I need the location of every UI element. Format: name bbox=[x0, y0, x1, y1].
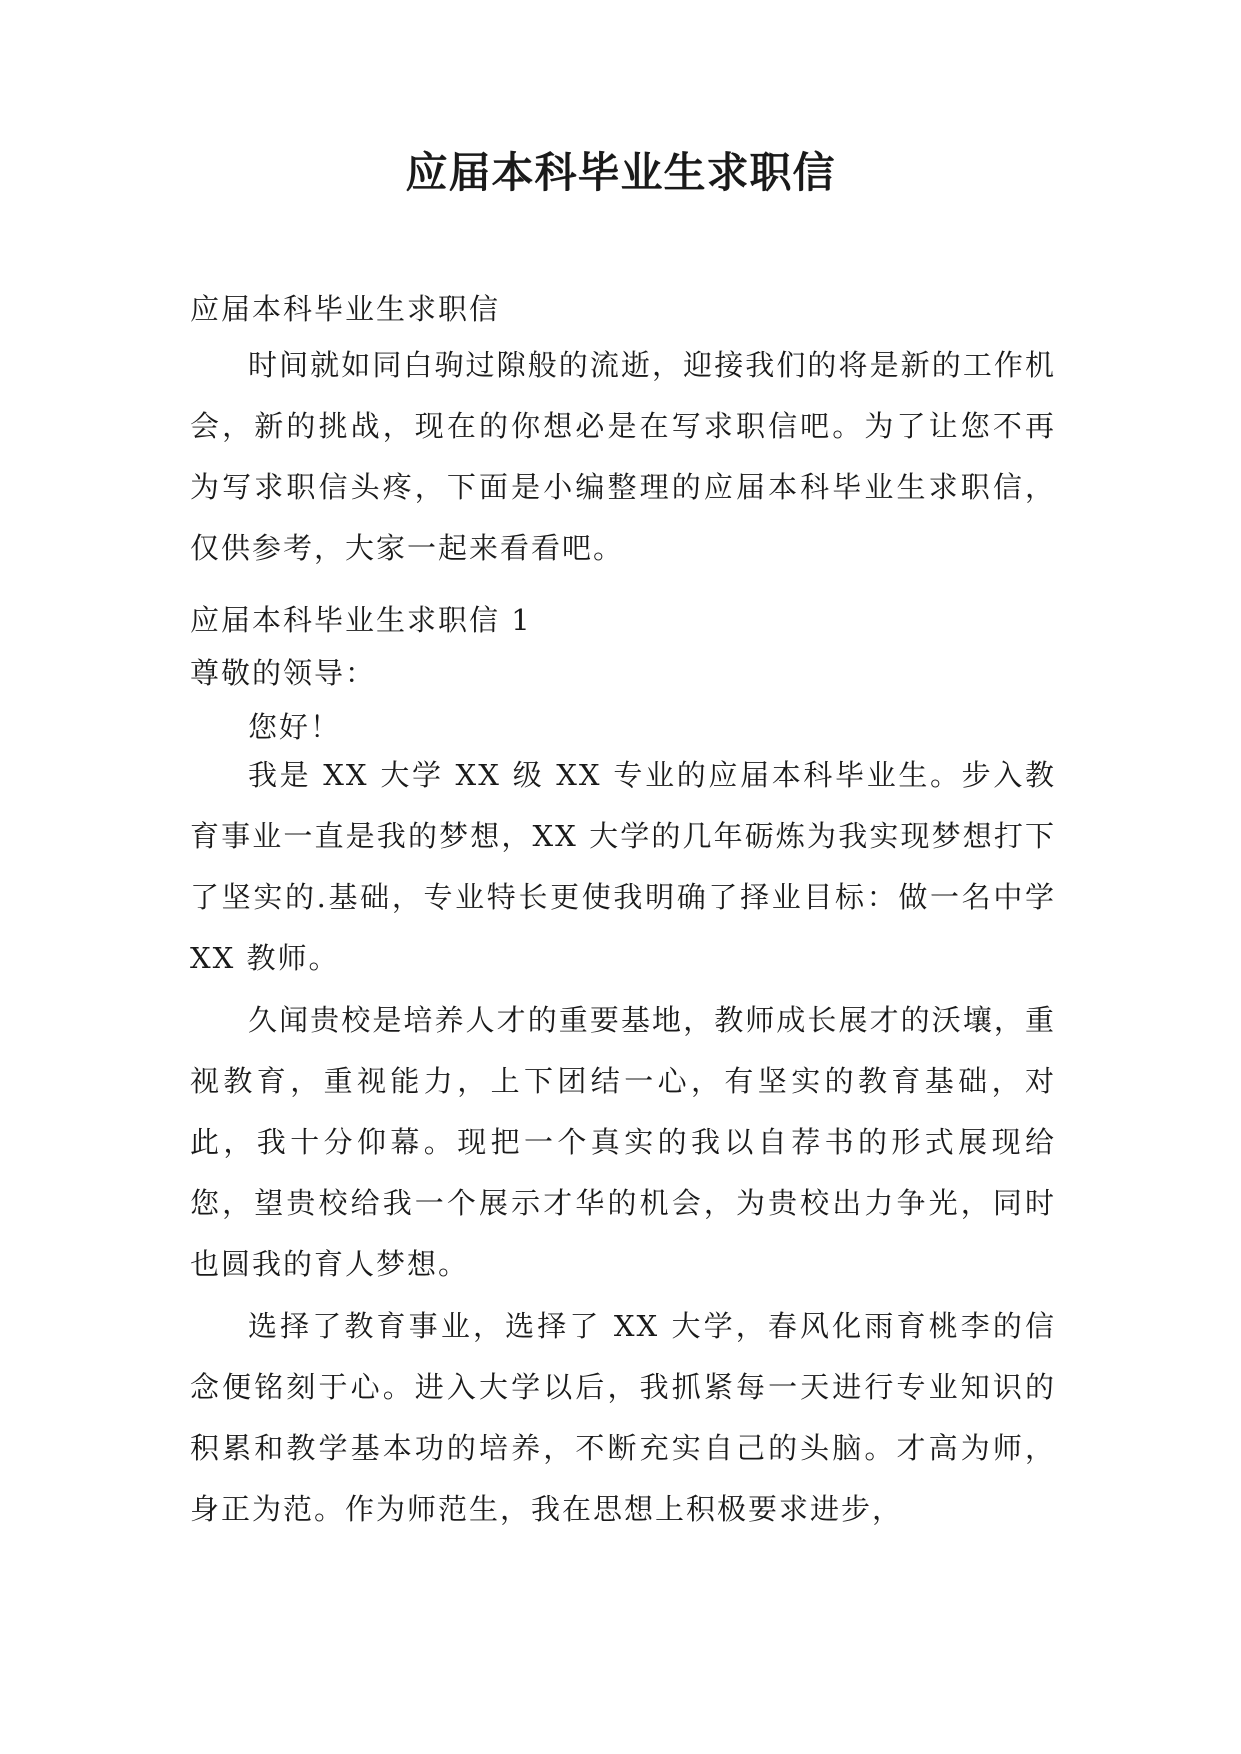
salutation: 尊敬的领导： bbox=[190, 656, 377, 690]
document-heading: 应届本科毕业生求职信 bbox=[190, 292, 501, 326]
document-title: 应届本科毕业生求职信 bbox=[405, 148, 836, 197]
body-paragraph: 选择了教育事业，选择了 XX 大学，春风化雨育桃李的信念便铭刻于心。进入大学以后，我抓紧每一天进行专业知识的积累和教学基本功的培养，不断充实自己的头脑。才高为师，身正为范。作为师范生，我在思想上积极要求进步， bbox=[190, 1309, 1056, 1526]
body-paragraph: 我是 XX 大学 XX 级 XX 专业的应届本科毕业生。步入教育事业一直是我的梦想，XX 大学的几年砺炼为我实现梦想打下了坚实的.基础，专业特长更使我明确了择业目标：做一名中学 XX 教师。 bbox=[190, 758, 1056, 975]
intro-paragraph: 时间就如同白驹过隙般的流逝，迎接我们的将是新的工作机会，新的挑战，现在的你想必是在写求职信吧。为了让您不再为写求职信头疼，下面是小编整理的应届本科毕业生求职信，仅供参考，大家一起来看看吧。 bbox=[190, 348, 1056, 565]
section-heading: 应届本科毕业生求职信 1 bbox=[190, 603, 532, 637]
body-paragraph: 久闻贵校是培养人才的重要基地，教师成长展才的沃壤，重视教育，重视能力，上下团结一心，有坚实的教育基础，对此，我十分仰幕。现把一个真实的我以自荐书的形式展现给您，望贵校给我一个展示才华的机会，为贵校出力争光，同时也圆我的育人梦想。 bbox=[190, 1003, 1056, 1281]
greeting: 您好！ bbox=[248, 710, 342, 744]
